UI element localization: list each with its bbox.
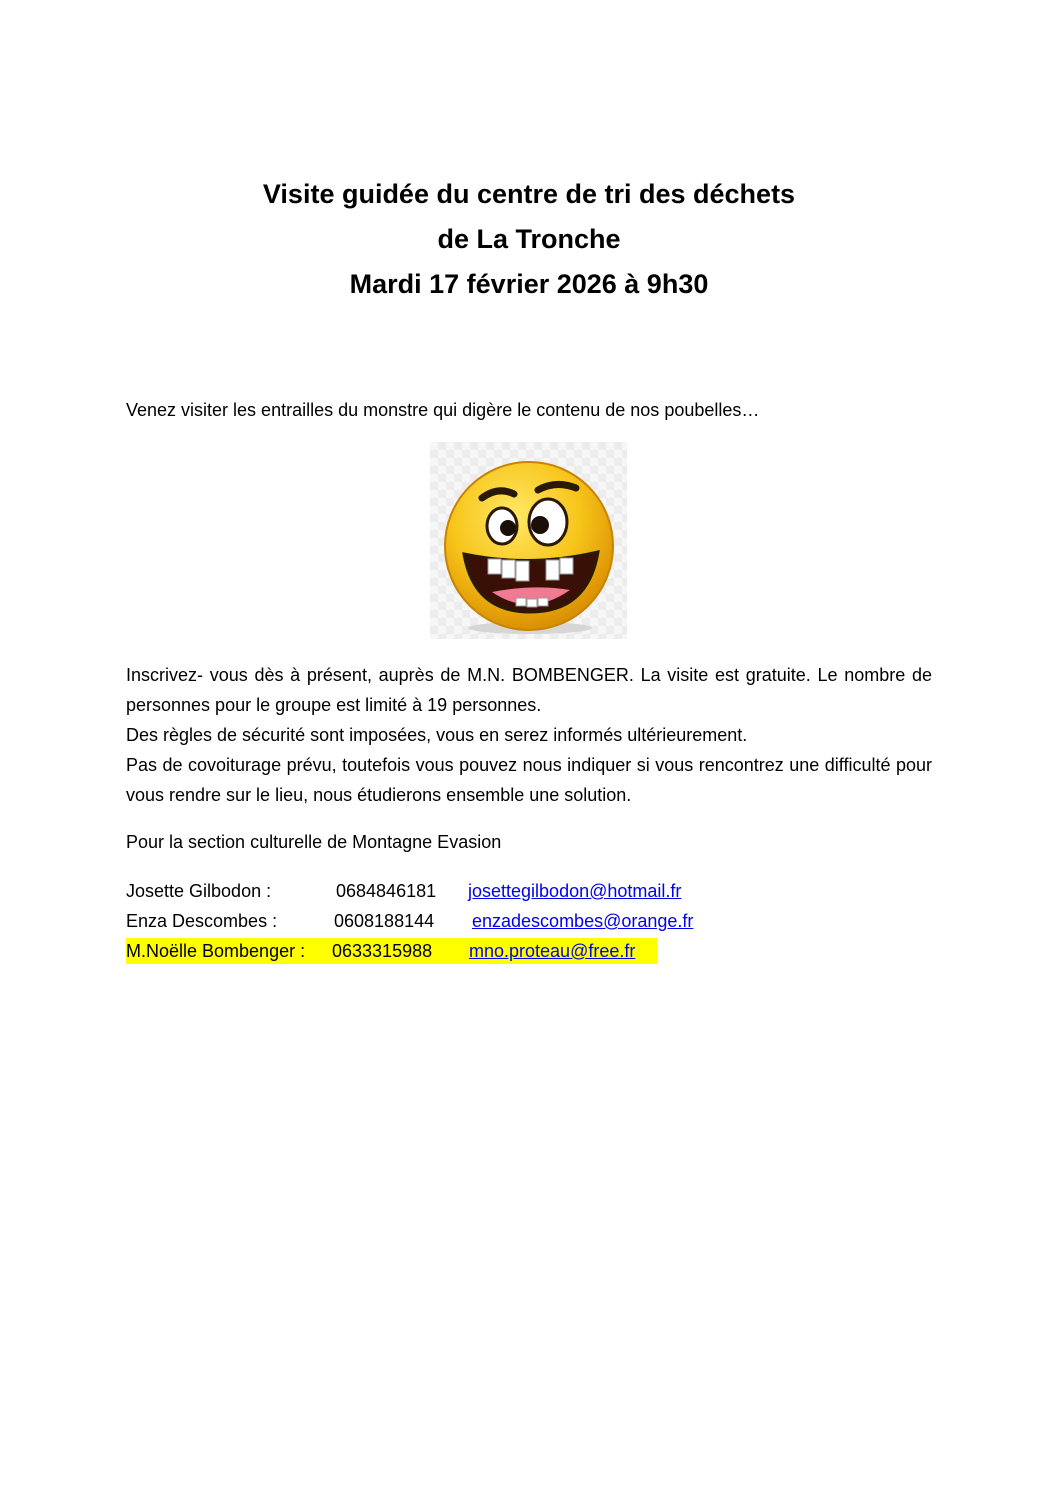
contact-email-link[interactable]: josettegilbodon@hotmail.fr [468, 881, 682, 901]
page-title [0, 172, 1058, 307]
signature-text: Pour la section culturelle de Montagne Evasion [126, 832, 502, 852]
contact-phone: 0608188144 [334, 911, 435, 931]
title-line-3: Mardi 17 février 2026 à 9h30 [349, 269, 709, 299]
registration-text: Inscrivez- vous dès à présent, auprès de M.N. BOMBENGER. La visite est gratuite. Le nombre de personnes pour le groupe est limité à 19 personnes. [126, 665, 932, 715]
info-paragraph [126, 660, 932, 810]
safety-text: Des règles de sécurité sont imposées, vous en serez informés ultérieurement. [126, 725, 748, 745]
contact-name: M.Noëlle Bombenger : [126, 941, 306, 961]
contact-name: Josette Gilbodon : [126, 881, 272, 901]
contact-email-link[interactable]: mno.proteau@free.fr [469, 941, 636, 961]
title-line-2: de La Tronche [437, 224, 621, 254]
title-line-1: Visite guidée du centre de tri des déchets [262, 179, 796, 209]
contact-phone: 0633315988 [332, 941, 433, 961]
contact-email-link[interactable]: enzadescombes@orange.fr [472, 911, 694, 931]
contact-phone: 0684846181 [336, 881, 437, 901]
emoji-image [430, 442, 627, 639]
laughing-emoji-icon [430, 442, 627, 639]
contact-name: Enza Descombes : [126, 911, 278, 931]
transport-text: Pas de covoiturage prévu, toutefois vous pouvez nous indiquer si vous rencontrez une difficulté pour vous rendre sur le lieu, nous étudierons ensemble une solution. [126, 755, 932, 805]
intro-text: Venez visiter les entrailles du monstre qui digère le contenu de nos poubelles… [126, 400, 760, 420]
